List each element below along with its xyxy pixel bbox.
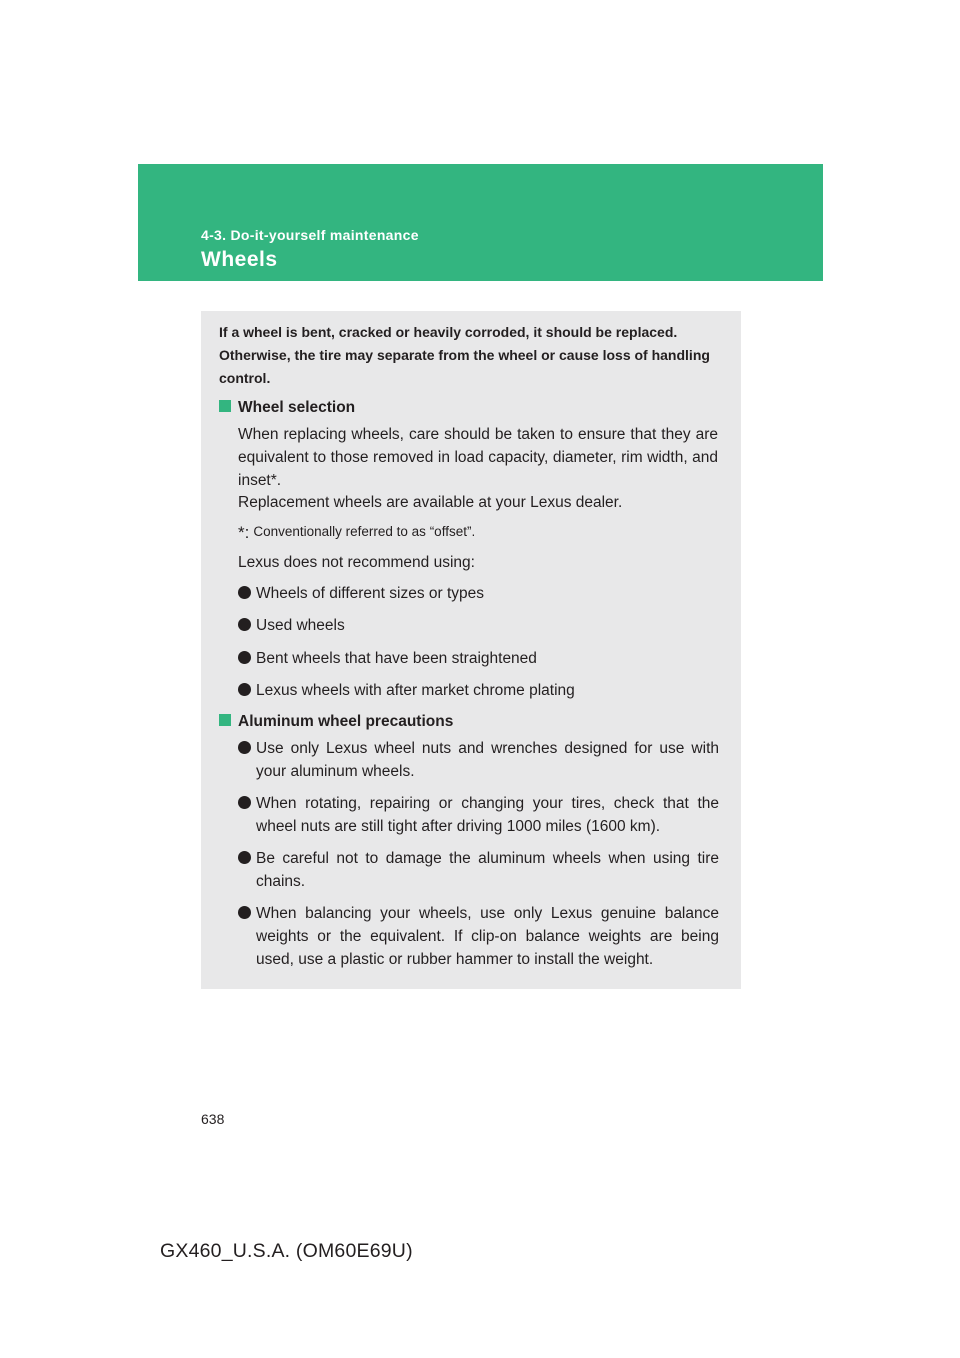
page-number: 638 (201, 1111, 225, 1127)
wheel-selection-heading-text: Wheel selection (238, 399, 356, 416)
recommend-intro: Lexus does not recommend using: (238, 554, 475, 571)
list-item: Be careful not to damage the aluminum wheels when using tire chains. (238, 847, 719, 893)
document-code: GX460_U.S.A. (OM60E69U) (160, 1240, 413, 1262)
list-item: When balancing your wheels, use only Lexus genuine balance weights or the equivalent. If clip-on balance weights are being used, use a plastic or rubber hammer to install the weight. (238, 902, 719, 971)
footnote-text: Conventionally referred to as “offset”. (253, 524, 476, 539)
list-item: Use only Lexus wheel nuts and wrenches designed for use with your aluminum wheels. (238, 737, 719, 783)
bullet-icon (238, 618, 251, 631)
bullet-icon (238, 741, 251, 754)
bullet-icon (238, 906, 251, 919)
square-bullet-icon (219, 400, 231, 412)
bullet-icon (238, 683, 251, 696)
wheel-selection-paragraph: When replacing wheels, care should be taken to ensure that they are equivalent to those removed in load capacity, diameter, rim width, and inset*. (238, 426, 718, 489)
list-item: Bent wheels that have been straightened (238, 647, 719, 670)
intro-text: If a wheel is bent, cracked or heavily corroded, it should be replaced. Otherwise, the tire may separate from the wheel or cause loss of handling control. (219, 324, 710, 386)
bullet-icon (238, 851, 251, 864)
page-title: Wheels (201, 248, 278, 271)
bullet-icon (238, 586, 251, 599)
list-item: When rotating, repairing or changing your tires, check that the wheel nuts are still tight after driving 1000 miles (1600 km). (238, 792, 719, 838)
footnote-mark: *: (238, 523, 250, 542)
content-box (201, 311, 741, 989)
square-bullet-icon (219, 714, 231, 726)
wheel-availability-text: Replacement wheels are available at your Lexus dealer. (238, 494, 623, 511)
bullet-icon (238, 796, 251, 809)
bullet-icon (238, 651, 251, 664)
list-item: Wheels of different sizes or types (238, 582, 719, 605)
list-item: Lexus wheels with after market chrome plating (238, 679, 719, 702)
list-item: Used wheels (238, 614, 719, 637)
aluminum-precautions-heading (219, 711, 453, 733)
footnote (238, 522, 718, 543)
section-header (138, 164, 823, 281)
wheel-selection-heading (219, 397, 355, 419)
aluminum-precautions-heading-text: Aluminum wheel precautions (238, 713, 454, 730)
section-label: 4-3. Do-it-yourself maintenance (201, 227, 419, 243)
